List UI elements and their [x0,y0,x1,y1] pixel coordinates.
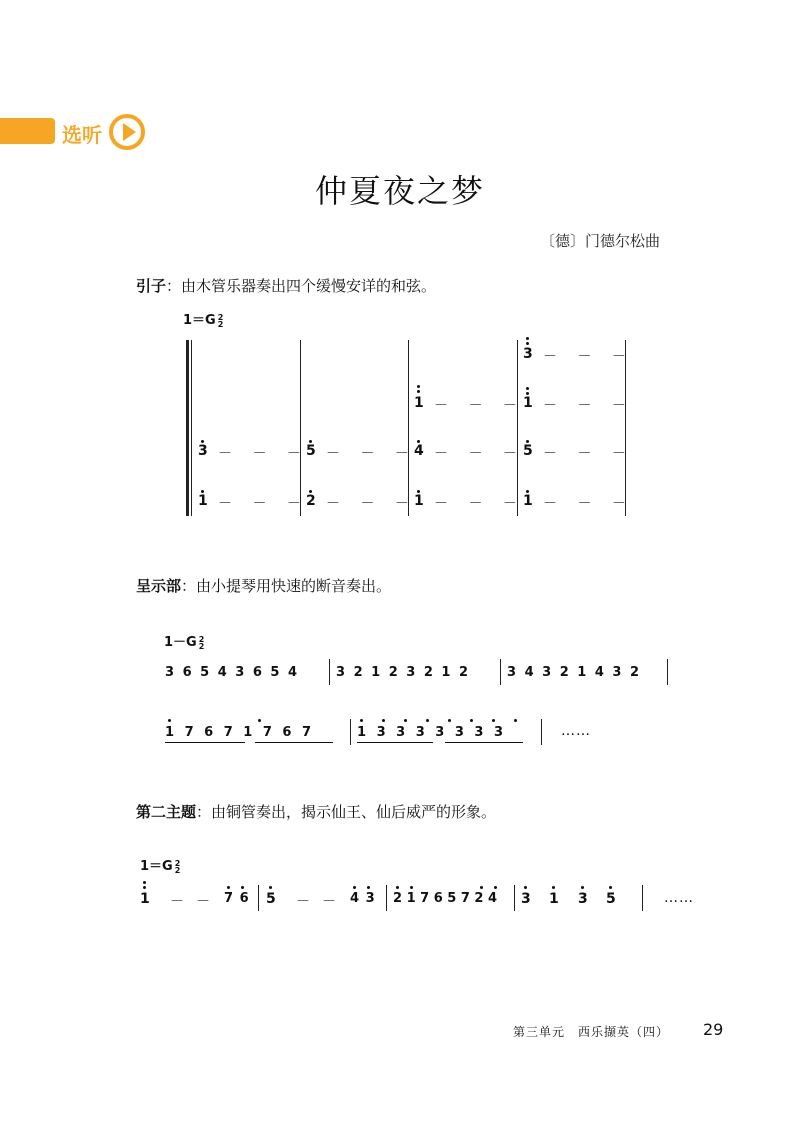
note: 1 [549,891,559,907]
barline [258,885,259,911]
note-dot [367,886,370,889]
note-dot [360,719,363,722]
note-dot [494,886,497,889]
hold-dash: － － － [218,496,309,512]
note-dot [410,886,413,889]
note-dot [168,719,171,722]
note-dot [404,719,407,722]
hold-dash: － － － [218,446,309,462]
note-dot [526,342,529,345]
hold-dash: － [296,894,310,910]
hold-dash: － [170,894,184,910]
page-title: 仲夏夜之梦 [314,172,485,210]
note-dot [426,719,429,722]
system-bar-left [191,340,192,516]
note: 3 [198,443,208,459]
play-circle-icon[interactable] [107,112,147,152]
note-dot [552,886,555,889]
notation-measure: 2 1 7 6 5 7 2 4 [393,891,498,906]
notation-measure: 3 4 3 2 1 4 3 2 [507,665,640,680]
note: 1 [140,891,150,907]
notation-measure: 3 2 1 2 3 2 1 2 [336,665,469,680]
note: 1 [414,493,424,509]
hold-dash: － － － [543,349,634,365]
note-dot [382,719,385,722]
barline [386,885,387,911]
note-dot [201,440,204,443]
note: 5 [306,443,316,459]
note-dot [143,881,146,884]
note-dot [480,886,483,889]
exposition-key-signature [164,631,204,650]
note: 1 [198,493,208,509]
notation-measure: 1 7 6 7 1 7 6 7 [165,725,312,740]
barline [517,340,518,516]
hold-dash: － [196,894,210,910]
note-dot [448,719,451,722]
note: 1 [523,395,533,411]
note-dot [526,440,529,443]
note: 3 [521,891,531,907]
note-dot [227,886,230,889]
notation-measure: 3 6 5 4 3 6 5 4 [165,665,298,680]
intro-key: 1＝G [183,313,216,328]
barline [625,340,626,516]
exposition-desc: ：由小提琴用快速的断音奏出。 [181,577,392,595]
notation-measure: 7 6 [224,891,249,906]
note-dot [309,490,312,493]
intro-desc: ：由木管乐器奏出四个缓慢安详的和弦。 [166,277,437,295]
exposition-key: 1－G [164,635,197,650]
note-dot [526,387,529,390]
barline [500,659,501,685]
note-dot [417,390,420,393]
note-dot [417,385,420,388]
barline [514,885,515,911]
page-number: 29 [703,1020,724,1039]
note: 3 [578,891,588,907]
system-brace [186,340,189,516]
note-dot [581,886,584,889]
barline [329,659,330,685]
note: 5 [523,443,533,459]
barline [300,340,301,516]
theme2-heading [136,801,496,822]
note: 5 [266,891,276,907]
note-dot [353,886,356,889]
hold-dash: － － － [326,446,417,462]
note-dot [396,886,399,889]
section-tab-label: 选听 [62,123,102,147]
note-dot [258,719,261,722]
note-dot [269,886,272,889]
barline [667,659,668,685]
note-dot [470,719,473,722]
continuation-ellipsis: …… [664,890,694,906]
hold-dash: － － － [543,398,634,414]
note: 2 [306,493,316,509]
note-dot [201,490,204,493]
exposition-label: 呈示部 [136,577,182,595]
intro-time-signature: 2 2 [217,312,224,329]
note-dot [417,440,420,443]
note-dot [309,440,312,443]
note: 4 [414,443,424,459]
note-dot [241,886,244,889]
hold-dash: － [322,894,336,910]
footer-unit: 第三单元 西乐撷英（四） [513,1025,670,1039]
hold-dash: － － － [326,496,417,512]
note-dot [526,392,529,395]
hold-dash: － － － [434,496,525,512]
notation-measure: 4 3 [350,891,375,906]
note: 1 [523,493,533,509]
section-tab-bar [0,118,55,144]
intro-key-signature [183,309,223,328]
note-dot [492,719,495,722]
beam-underline [255,742,333,743]
note-dot [526,490,529,493]
barline [408,340,409,516]
intro-heading [136,275,436,296]
exposition-heading [136,575,391,596]
note-dot [524,886,527,889]
barline [541,719,542,745]
continuation-ellipsis: …… [561,723,591,739]
theme2-time-signature: 2 2 [174,858,181,875]
hold-dash: － － － [434,398,525,414]
note: 3 [523,346,533,362]
theme2-key: 1＝G [140,859,173,874]
note: 5 [606,891,616,907]
barline [350,719,351,745]
note-dot [514,719,517,722]
notation-measure: 1 3 3 3 3 3 3 3 [357,725,504,740]
intro-label: 引子 [136,277,167,295]
theme2-key-signature [140,855,180,874]
theme2-desc: ：由铜管奏出，揭示仙王、仙后威严的形象。 [196,803,497,821]
beam-underline [165,742,245,743]
beam-underline [445,742,523,743]
hold-dash: － － － [543,496,634,512]
beam-underline [357,742,433,743]
note-dot [143,886,146,889]
note-dot [609,886,612,889]
note-dot [417,490,420,493]
note: 1 [414,395,424,411]
note-dot [526,337,529,340]
hold-dash: － － － [543,446,634,462]
barline [642,885,643,911]
composer-credit: 〔德〕门德尔松曲 [540,232,661,250]
exposition-time-signature: 2 2 [198,634,205,651]
hold-dash: － － － [434,446,525,462]
theme2-label: 第二主题 [136,803,197,821]
